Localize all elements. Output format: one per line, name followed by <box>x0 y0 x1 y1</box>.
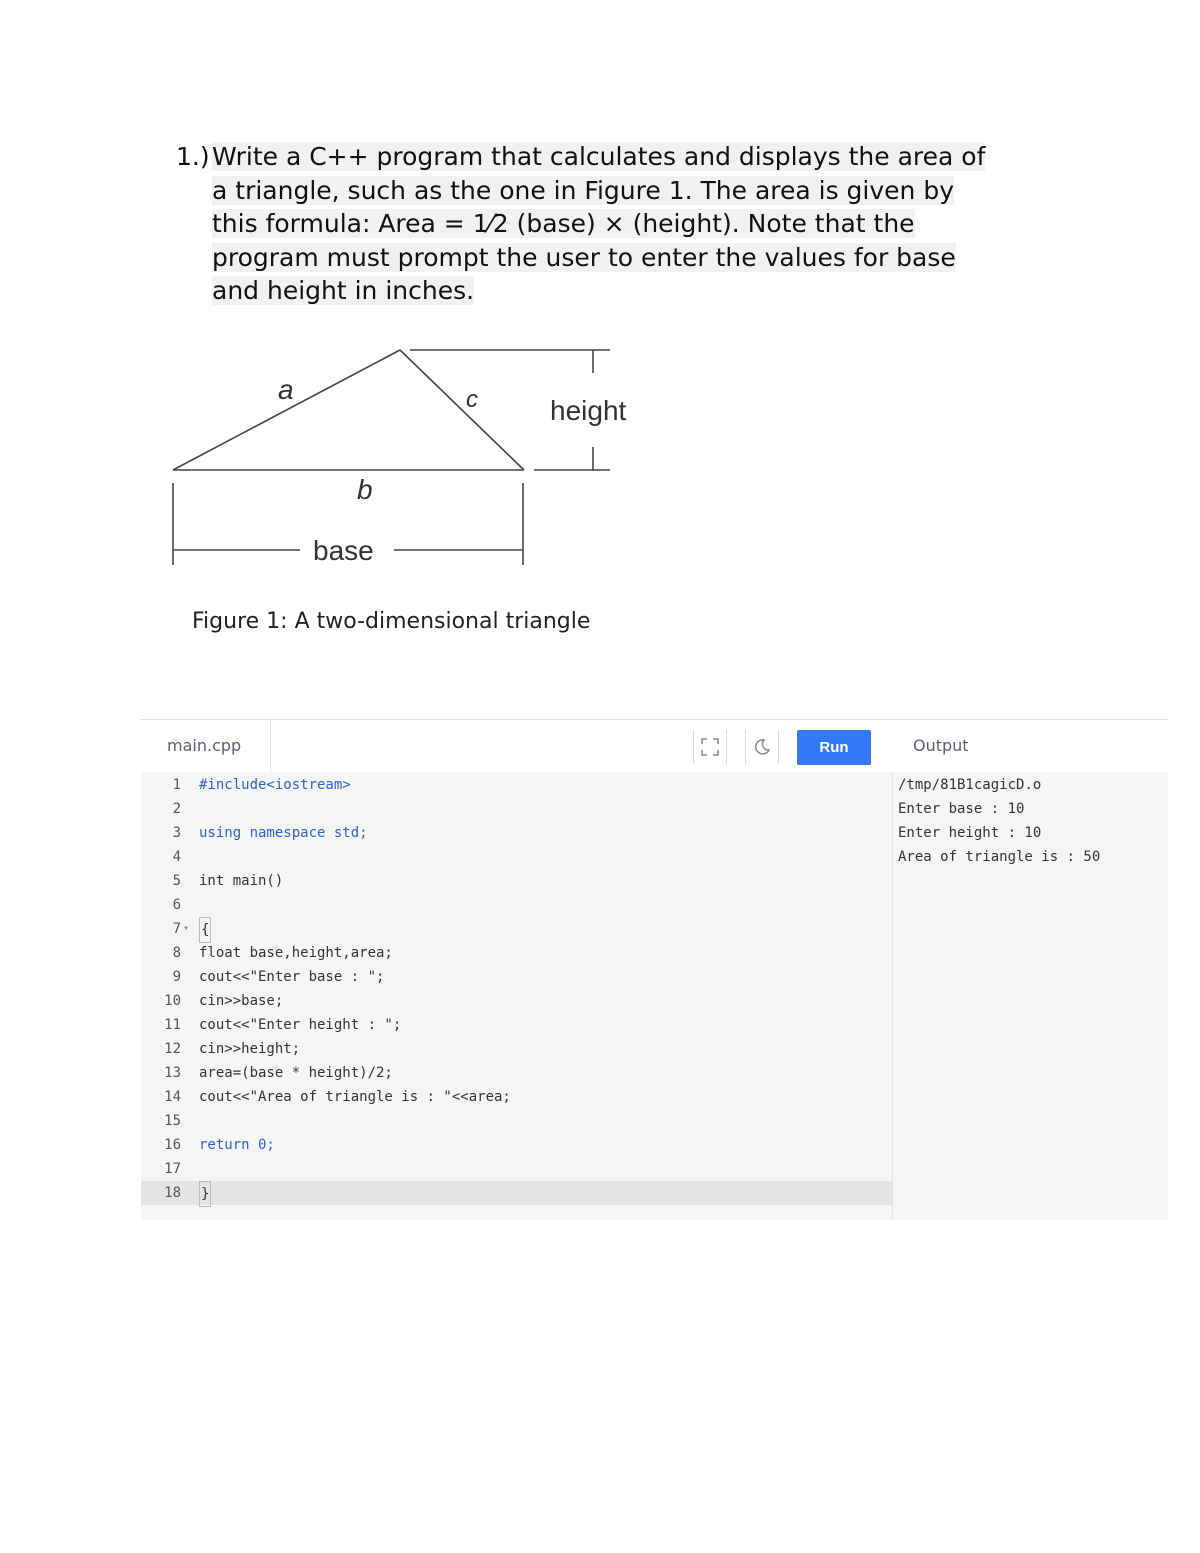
code-line: 13 area=(base * height)/2; <box>164 1065 393 1081</box>
theme-toggle-icon <box>753 738 771 756</box>
question-line-5: and height in inches. <box>212 276 475 305</box>
code-line: 3 using namespace std; <box>172 825 368 841</box>
code-line-active: 18 } <box>141 1181 892 1205</box>
output-line: Area of triangle is : 50 <box>898 849 1101 865</box>
label-base: base <box>313 535 374 566</box>
output-header: Output <box>893 720 1168 772</box>
question-text <box>176 140 1056 308</box>
fullscreen-icon <box>701 738 719 756</box>
code-line: 1 #include<iostream> <box>172 777 351 793</box>
code-body[interactable] <box>141 772 893 1220</box>
code-line: 6 <box>172 897 181 913</box>
triangle-figure <box>160 335 660 585</box>
output-line: Enter base : 10 <box>898 801 1025 817</box>
question-line-3: this formula: Area = 1⁄2 (base) × (height). Note that the <box>212 209 915 238</box>
question-number: 1.) <box>176 142 210 171</box>
question-line-2: a triangle, such as the one in Figure 1. The area is given by <box>212 175 955 205</box>
label-c: c <box>466 386 478 413</box>
code-editor <box>141 719 1168 1220</box>
code-line: 17 <box>164 1161 181 1177</box>
figure-caption: Figure 1: A two-dimensional triangle <box>192 609 591 634</box>
output-line: /tmp/81B1cagicD.o <box>898 777 1042 793</box>
side-a-line <box>173 350 400 470</box>
code-pane <box>141 720 893 1220</box>
code-line: 8 float base,height,area; <box>172 945 393 961</box>
code-line: 4 <box>172 849 181 865</box>
code-line: 14 cout<<"Area of triangle is : "<<area; <box>164 1089 511 1105</box>
triangle-diagram <box>160 335 660 585</box>
fullscreen-button[interactable] <box>693 730 727 764</box>
question-line-4: program must prompt the user to enter the values for base <box>212 242 956 272</box>
label-height: height <box>550 395 627 426</box>
fold-arrow-icon[interactable]: ▾ <box>183 923 190 934</box>
code-line: 15 <box>164 1113 181 1129</box>
code-line: 11 cout<<"Enter height : "; <box>164 1017 402 1033</box>
file-tab-main-cpp[interactable]: main.cpp <box>141 720 271 772</box>
output-pane <box>893 720 1168 1220</box>
editor-toolbar <box>141 720 893 772</box>
side-c-line <box>400 350 524 470</box>
code-line: 5 int main() <box>172 873 284 889</box>
output-line: Enter height : 10 <box>898 825 1042 841</box>
theme-toggle-button[interactable] <box>745 730 779 764</box>
code-line: 9 cout<<"Enter base : "; <box>172 969 385 985</box>
code-line: 2 <box>172 801 181 817</box>
run-button[interactable]: Run <box>797 730 871 765</box>
output-console <box>898 773 1166 869</box>
label-a: a <box>278 374 294 405</box>
code-line: 12 cin>>height; <box>164 1041 301 1057</box>
question-line-1: 1.)Write a C++ program that calculates and displays the area of <box>176 140 1056 174</box>
code-line: 10 cin>>base; <box>164 993 284 1009</box>
code-line: 16 return 0; <box>164 1137 275 1153</box>
code-line: 7 ▾ { <box>141 917 892 941</box>
label-b: b <box>357 474 373 505</box>
